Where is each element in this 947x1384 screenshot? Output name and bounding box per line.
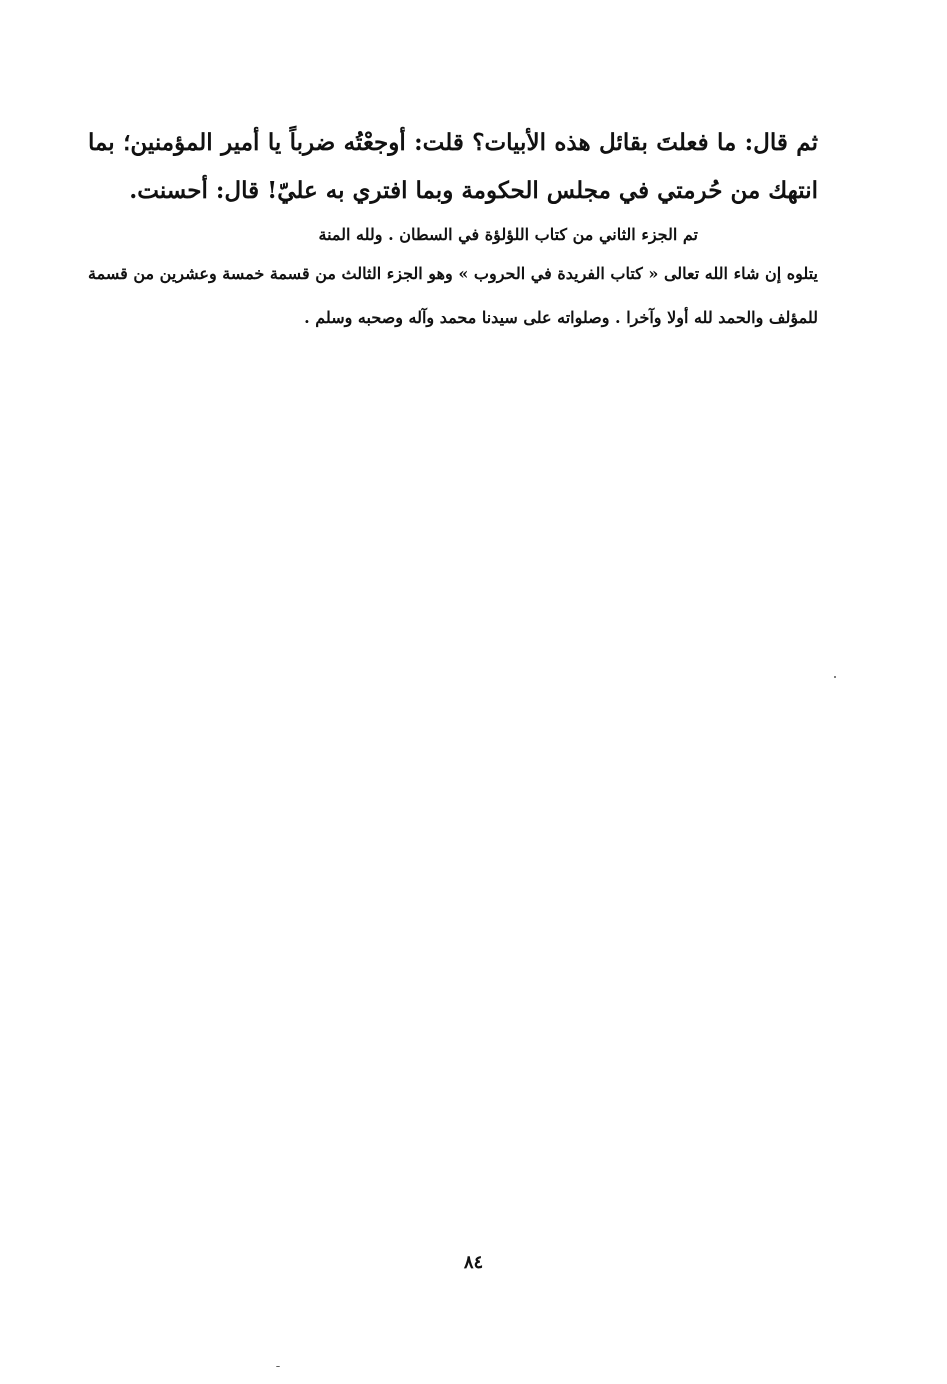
colophon-title: تم الجزء الثاني من كتاب اللؤلؤة في السطان . ولله المنة	[318, 225, 698, 244]
scan-speck	[276, 1366, 280, 1367]
scan-speck	[834, 676, 836, 678]
colophon-continuation: يتلوه إن شاء الله تعالى « كتاب الفريدة في الحروب » وهو الجزء الثالث من قسمة خمسة وعشرين من قسمة للمؤلف والحمد لله أولا وآخرا . وصلواته على سيدنا محمد وآله وصحبه وسلم .	[88, 264, 818, 327]
colophon	[88, 222, 818, 340]
page-number: ٨٤	[463, 1252, 484, 1273]
main-paragraph: ثم قال: ما فعلتَ بقائل هذه الأبيات؟ قلت: أوجعْتُه ضرباً يا أمير المؤمنين؛ بما انتهك من حُرمتي في مجلس الحكومة وبما افتري به عليّ! قال: أحسنت.	[88, 129, 818, 204]
